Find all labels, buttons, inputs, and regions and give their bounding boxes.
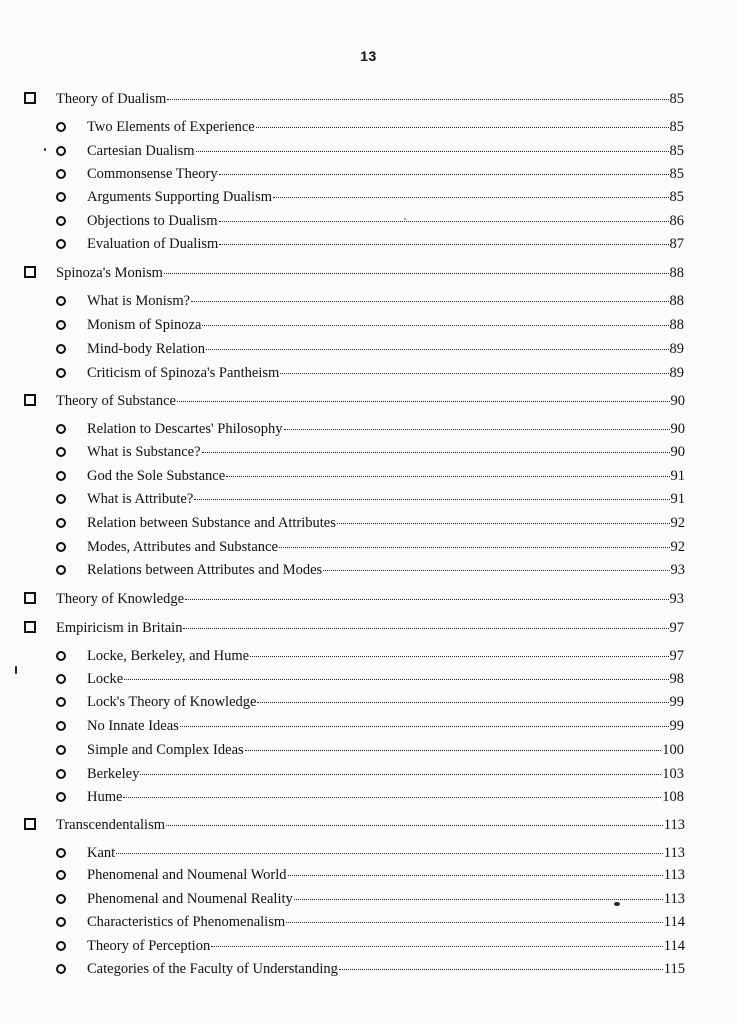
item-page: 97 [669, 648, 684, 664]
item-title: Berkeley [87, 766, 140, 782]
item-title: Hume [87, 789, 123, 805]
item-title: Evaluation of Dualism [87, 236, 219, 252]
item-page: 108 [662, 789, 684, 805]
dot-leader [191, 300, 668, 302]
toc-item[interactable] [56, 741, 684, 759]
item-page: 91 [670, 468, 685, 484]
item-title: What is Attribute? [87, 491, 194, 507]
item-page: 93 [670, 562, 685, 578]
dot-leader [257, 701, 668, 703]
toc-item[interactable] [56, 188, 684, 206]
item-title: Simple and Complex Ideas [87, 742, 244, 758]
item-page: 86 [669, 213, 684, 229]
item-page: 113 [663, 845, 685, 861]
item-title: Lock's Theory of Knowledge [87, 694, 257, 710]
toc-section[interactable] [24, 619, 684, 637]
toc-item[interactable] [56, 340, 684, 358]
toc-item[interactable] [56, 443, 685, 461]
item-title: Commonsense Theory [87, 166, 218, 182]
toc-section[interactable] [24, 590, 684, 608]
item-title: Relations between Attributes and Modes [87, 562, 323, 578]
circle-bullet-icon [56, 565, 66, 575]
dot-leader [140, 773, 661, 775]
dot-leader [196, 150, 669, 152]
dot-leader [206, 348, 668, 350]
toc-item[interactable] [56, 937, 685, 955]
toc-item[interactable] [56, 960, 685, 978]
circle-bullet-icon [56, 424, 66, 434]
item-page: 92 [670, 539, 685, 555]
scan-speck [44, 148, 46, 151]
circle-bullet-icon [56, 697, 66, 707]
item-title: Mind-body Relation [87, 341, 206, 357]
toc-section[interactable] [24, 392, 685, 410]
section-page: 93 [669, 591, 684, 607]
section-page: 113 [663, 817, 685, 833]
toc-item[interactable] [56, 316, 684, 334]
circle-bullet-icon [56, 769, 66, 779]
section-title: Empiricism in Britain [56, 620, 183, 636]
item-page: 99 [669, 694, 684, 710]
section-title: Theory of Dualism [56, 91, 167, 107]
item-title: Criticism of Spinoza's Pantheism [87, 365, 280, 381]
dot-leader [273, 196, 668, 198]
circle-bullet-icon [56, 745, 66, 755]
dot-leader [337, 522, 670, 524]
toc-item[interactable] [56, 693, 684, 711]
toc-item[interactable] [56, 538, 685, 556]
item-page: 89 [669, 365, 684, 381]
toc-section[interactable] [24, 264, 684, 282]
item-title: Phenomenal and Noumenal World [87, 867, 287, 883]
circle-bullet-icon [56, 192, 66, 202]
dot-leader [211, 945, 663, 947]
section-title: Theory of Substance [56, 393, 176, 409]
item-page: 91 [670, 491, 685, 507]
item-title: Monism of Spinoza [87, 317, 202, 333]
item-page: 85 [669, 143, 684, 159]
circle-bullet-icon [56, 894, 66, 904]
scan-speck [15, 666, 17, 674]
dot-leader [219, 220, 669, 222]
toc-item[interactable] [56, 561, 685, 579]
item-page: 85 [669, 166, 684, 182]
circle-bullet-icon [56, 216, 66, 226]
circle-bullet-icon [56, 792, 66, 802]
toc-item[interactable] [56, 235, 684, 253]
item-title: Two Elements of Experience [87, 119, 255, 135]
dot-leader [202, 451, 670, 453]
dot-leader [183, 627, 668, 629]
section-page: 88 [669, 265, 684, 281]
section-page: 90 [670, 393, 685, 409]
toc-item[interactable] [56, 212, 684, 230]
item-title: Theory of Perception [87, 938, 211, 954]
item-title: What is Monism? [87, 293, 191, 309]
dot-leader [226, 475, 669, 477]
dot-leader [256, 126, 669, 128]
circle-bullet-icon [56, 651, 66, 661]
toc-item[interactable] [56, 420, 685, 438]
item-page: 99 [669, 718, 684, 734]
item-page: 89 [669, 341, 684, 357]
square-bullet-icon [24, 266, 36, 278]
section-title: Spinoza's Monism [56, 265, 163, 281]
toc-item[interactable] [56, 467, 685, 485]
dot-leader [284, 428, 670, 430]
circle-bullet-icon [56, 368, 66, 378]
item-page: 90 [670, 444, 685, 460]
dot-leader [123, 796, 661, 798]
item-title: Objections to Dualism [87, 213, 218, 229]
circle-bullet-icon [56, 721, 66, 731]
toc-item[interactable] [56, 364, 684, 382]
circle-bullet-icon [56, 917, 66, 927]
circle-bullet-icon [56, 964, 66, 974]
circle-bullet-icon [56, 169, 66, 179]
page-number: 13 [360, 48, 377, 64]
item-title: Cartesian Dualism [87, 143, 195, 159]
scan-speck [404, 218, 406, 220]
item-title: Categories of the Faculty of Understanding [87, 961, 338, 977]
circle-bullet-icon [56, 494, 66, 504]
item-page: 113 [663, 891, 685, 907]
item-title: Locke, Berkeley, and Hume [87, 648, 250, 664]
item-page: 114 [663, 938, 685, 954]
dot-leader [250, 655, 668, 657]
dot-leader [286, 921, 663, 923]
toc-section[interactable] [24, 816, 685, 834]
dot-leader [167, 98, 668, 100]
toc-item[interactable] [56, 490, 685, 508]
item-page: 114 [663, 914, 685, 930]
toc-item[interactable] [56, 913, 685, 931]
item-title: What is Substance? [87, 444, 201, 460]
item-page: 103 [662, 766, 684, 782]
circle-bullet-icon [56, 941, 66, 951]
dot-leader [124, 678, 668, 680]
circle-bullet-icon [56, 146, 66, 156]
toc-item[interactable] [56, 890, 685, 908]
dot-leader [185, 598, 668, 600]
toc-item[interactable] [56, 866, 685, 884]
dot-leader [323, 569, 669, 571]
item-page: 85 [669, 119, 684, 135]
circle-bullet-icon [56, 674, 66, 684]
dot-leader [288, 874, 663, 876]
item-title: God the Sole Substance [87, 468, 226, 484]
item-title: Locke [87, 671, 124, 687]
circle-bullet-icon [56, 542, 66, 552]
circle-bullet-icon [56, 471, 66, 481]
dot-leader [180, 725, 669, 727]
item-page: 100 [662, 742, 684, 758]
item-page: 92 [670, 515, 685, 531]
toc-item[interactable] [56, 844, 685, 862]
item-page: 113 [663, 867, 685, 883]
dot-leader [279, 546, 670, 548]
dot-leader [339, 968, 663, 970]
toc-item[interactable] [56, 118, 684, 136]
dot-leader [294, 898, 663, 900]
toc-item[interactable] [56, 514, 685, 532]
item-title: Kant [87, 845, 116, 861]
dot-leader [164, 272, 669, 274]
circle-bullet-icon [56, 122, 66, 132]
item-page: 85 [669, 189, 684, 205]
toc-item[interactable] [56, 142, 684, 160]
circle-bullet-icon [56, 870, 66, 880]
section-page: 85 [669, 91, 684, 107]
toc-item[interactable] [56, 788, 684, 806]
dot-leader [166, 824, 663, 826]
item-title: Phenomenal and Noumenal Reality [87, 891, 293, 907]
circle-bullet-icon [56, 848, 66, 858]
dot-leader [245, 749, 662, 751]
circle-bullet-icon [56, 239, 66, 249]
section-page: 97 [669, 620, 684, 636]
item-title: Relation between Substance and Attributes [87, 515, 336, 531]
square-bullet-icon [24, 394, 36, 406]
item-page: 90 [670, 421, 685, 437]
square-bullet-icon [24, 592, 36, 604]
circle-bullet-icon [56, 296, 66, 306]
circle-bullet-icon [56, 320, 66, 330]
dot-leader [219, 173, 669, 175]
item-title: Characteristics of Phenomenalism [87, 914, 286, 930]
item-page: 87 [669, 236, 684, 252]
item-title: Arguments Supporting Dualism [87, 189, 273, 205]
item-page: 98 [669, 671, 684, 687]
circle-bullet-icon [56, 344, 66, 354]
dot-leader [194, 498, 669, 500]
item-title: No Innate Ideas [87, 718, 179, 734]
scan-speck [614, 902, 620, 906]
toc-item[interactable] [56, 647, 684, 665]
toc-section[interactable] [24, 90, 684, 108]
section-title: Theory of Knowledge [56, 591, 185, 607]
item-title: Modes, Attributes and Substance [87, 539, 278, 555]
section-title: Transcendentalism [56, 817, 166, 833]
dot-leader [116, 852, 663, 854]
square-bullet-icon [24, 92, 36, 104]
dot-leader [280, 372, 668, 374]
dot-leader [202, 324, 668, 326]
toc-item[interactable] [56, 717, 684, 735]
item-page: 88 [669, 293, 684, 309]
toc-item[interactable] [56, 670, 684, 688]
item-page: 115 [663, 961, 685, 977]
dot-leader [177, 400, 670, 402]
toc-item[interactable] [56, 292, 684, 310]
toc-item[interactable] [56, 765, 684, 783]
circle-bullet-icon [56, 518, 66, 528]
toc-item[interactable] [56, 165, 684, 183]
item-page: 88 [669, 317, 684, 333]
dot-leader [219, 243, 668, 245]
square-bullet-icon [24, 621, 36, 633]
item-title: Relation to Descartes' Philosophy [87, 421, 283, 437]
circle-bullet-icon [56, 447, 66, 457]
square-bullet-icon [24, 818, 36, 830]
